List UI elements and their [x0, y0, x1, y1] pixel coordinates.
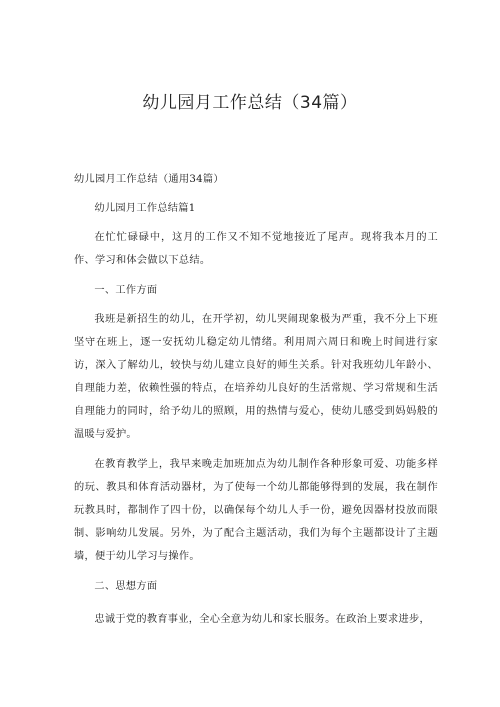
section-heading: 二、思想方面 — [94, 581, 158, 592]
body-paragraph: 在忙忙碌碌中，这月的工作又不知不觉地接近了尾声。现将我本月的工作、学习和体会做以下总结。 — [74, 232, 438, 266]
body-paragraph: 在教育教学上，我早来晚走加班加点为幼儿制作各种形象可爱、功能多样的玩、教具和体育活动器材，为了使每一个幼儿都能够得到的发展，我在制作玩教具时，都制作了四十份，以确保每个幼儿人手一份，避免因器材投放而限制、影响幼儿发展。另外，为了配合主题活动，我们为每个主题都设计了主题墙，便于幼儿学习与操作。 — [74, 459, 438, 562]
document-body — [74, 168, 438, 638]
section-heading: 幼儿园月工作总结篇1 — [94, 203, 196, 214]
document-subtitle: 幼儿园月工作总结（通用34篇） — [74, 174, 224, 185]
document-title: 幼儿园月工作总结（34篇） — [142, 93, 358, 113]
body-paragraph: 忠诚于党的教育事业，全心全意为幼儿和家长服务。在政治上要求进步， — [94, 614, 430, 625]
body-paragraph: 我班是新招生的幼儿，在开学初，幼儿哭闹现象极为严重，我不分上下班坚守在班上，逐一安抚幼儿稳定幼儿情绪。利用周六周日和晚上时间进行家访，深入了解幼儿，较快与幼儿建立良好的师生关系。针对我班幼儿年龄小、自理能力差，依赖性强的特点，在培养幼儿良好的生活常规、学习常规和生活自理能力的同时，给予幼儿的照顾，用的热情与爱心，使幼儿感受到妈妈般的温暖与爱护。 — [74, 314, 438, 440]
section-heading: 一、工作方面 — [94, 285, 158, 296]
